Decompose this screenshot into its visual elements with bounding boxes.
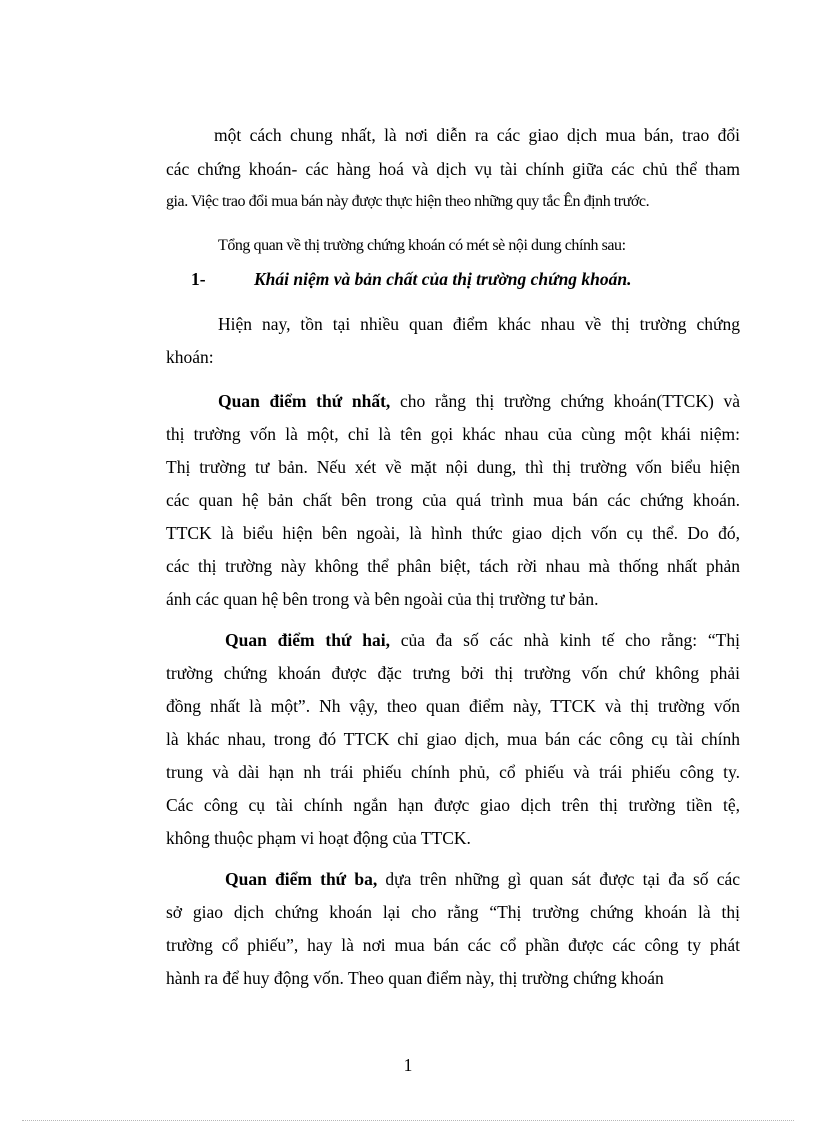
view2-first-line [225, 629, 740, 651]
view2-line: đồng nhất là một”. Nh vậy, theo quan điểm này, TTCK và thị trường vốn [166, 696, 740, 716]
view1-label: Quan điểm thứ nhất, [218, 391, 391, 411]
view1-line: TTCK là biểu hiện bên ngoài, là hình thức giao dịch vốn cụ thể. Do đó, [166, 523, 740, 543]
view3-line: trường cổ phiếu”, hay là nơi mua bán các cổ phần được các công ty phát [166, 935, 740, 955]
paragraph-line: Hiện nay, tồn tại nhiều quan điểm khác nhau về thị trường chứng [218, 314, 740, 334]
view3-line: sở giao dịch chứng khoán lại cho rằng “Thị trường chứng khoán là thị [166, 902, 740, 922]
page-number: 1 [403, 1055, 413, 1075]
paragraph-line: khoán: [166, 347, 214, 367]
overview-text: Tổng quan về thị trường chứng khoán có mét sè nội dung chính sau: [218, 237, 626, 254]
intro-line: một cách chung nhất, là nơi diễn ra các giao dịch mua bán, trao đổi [214, 125, 740, 145]
view2-line: Các công cụ tài chính ngắn hạn được giao dịch trên thị trường tiền tệ, [166, 795, 740, 815]
view3-label: Quan điểm thứ ba, [225, 869, 378, 889]
view3-first-line [225, 868, 740, 890]
view2-line: là khác nhau, trong đó TTCK chỉ giao dịch, mua bán các công cụ tài chính [166, 729, 740, 749]
section-number: 1- [191, 269, 206, 289]
intro-line: gia. Việc trao đổi mua bán này được thực hiện theo những quy tắc Ên định trước. [166, 193, 650, 210]
view2-first-rest: của đa số các nhà kinh tế cho rằng: “Thị [389, 630, 740, 650]
view1-line: các thị trường này không thể phân biệt, tách rời nhau mà thống nhất phản [166, 556, 740, 576]
view3-line: hành ra để huy động vốn. Theo quan điểm này, thị trường chứng khoán [166, 968, 664, 988]
view1-line: Thị trường tư bản. Nếu xét về mặt nội dung, thì thị trường vốn biểu hiện [166, 457, 740, 477]
view3-first-rest: dựa trên những gì quan sát được tại đa số các [377, 869, 741, 889]
view1-line: các quan hệ bản chất bên trong của quá trình mua bán các chứng khoán. [166, 490, 740, 510]
view1-first-line [218, 390, 740, 412]
view2-line: không thuộc phạm vi hoạt động của TTCK. [166, 828, 471, 848]
view1-line: ánh các quan hệ bên trong và bên ngoài của thị trường tư bản. [166, 589, 599, 609]
view1-line: thị trường vốn là một, chỉ là tên gọi khác nhau của cùng một khái niệm: [166, 424, 740, 444]
view2-line: trường chứng khoán được đặc trưng bởi thị trường vốn chứ không phải [166, 663, 740, 683]
intro-line: các chứng khoán- các hàng hoá và dịch vụ tài chính giữa các chủ thể tham [166, 159, 740, 179]
view2-line: trung và dài hạn nh trái phiếu chính phủ, cổ phiếu và trái phiếu công ty. [166, 762, 740, 782]
section-title: Khái niệm và bản chất của thị trường chứng khoán. [254, 269, 632, 289]
page-bottom-divider [22, 1120, 794, 1121]
view1-first-rest: cho rằng thị trường chứng khoán(TTCK) và [390, 391, 741, 411]
view2-label: Quan điểm thứ hai, [225, 630, 390, 650]
